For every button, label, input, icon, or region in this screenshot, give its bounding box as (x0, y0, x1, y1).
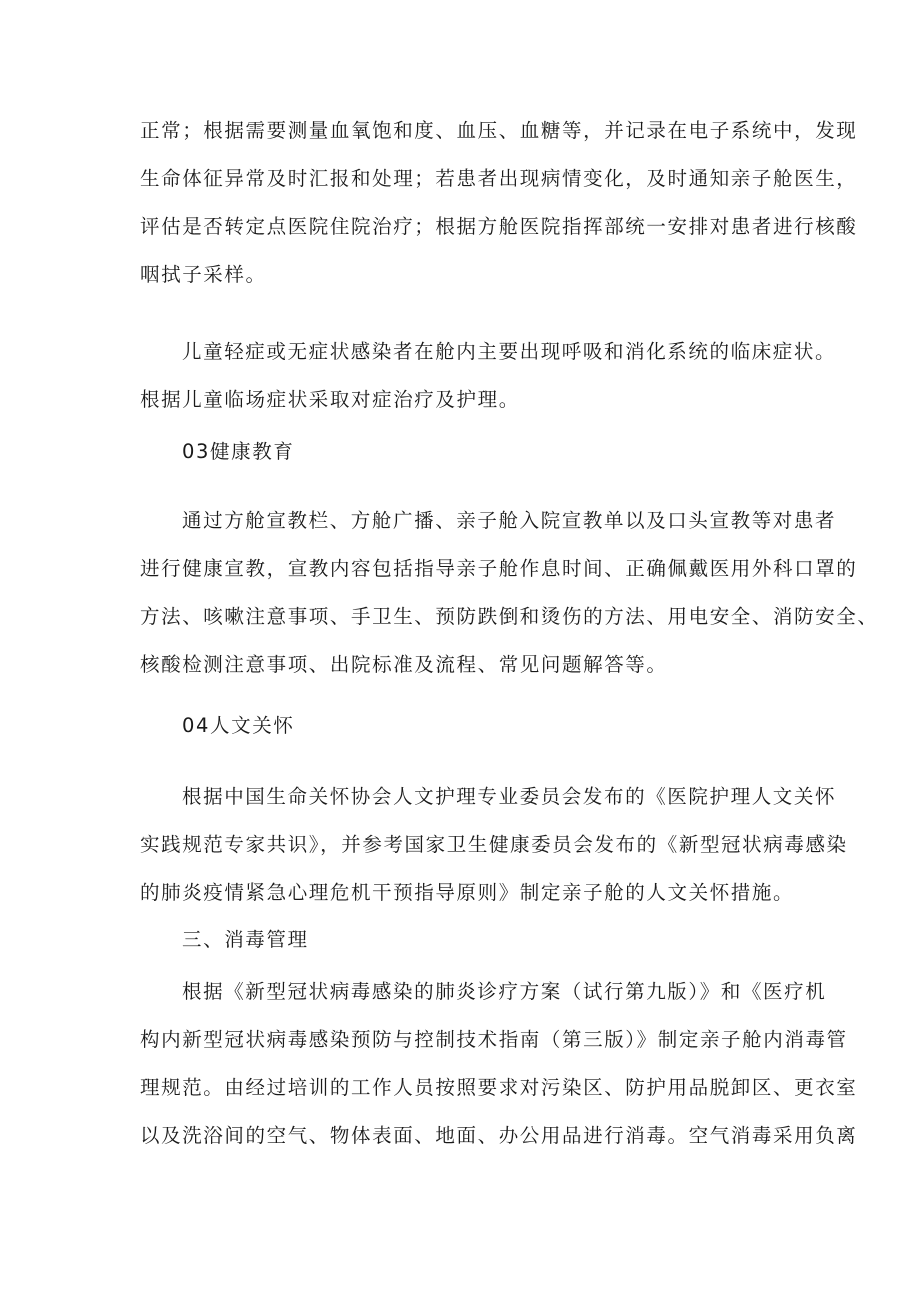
paragraph-line: 根据《新型冠状病毒感染的肺炎诊疗方案（试行第九版）》和《医疗机 (182, 980, 827, 1003)
paragraph-line: 根据中国生命关怀协会人文护理专业委员会发布的《医院护理人文关怀 (182, 785, 837, 808)
paragraph-line: 构内新型冠状病毒感染预防与控制技术指南（第三版）》制定亲子舱内消毒管 (140, 1028, 848, 1051)
paragraph-humanistic-care (140, 773, 848, 917)
paragraph-line: 方法、咳嗽注意事项、手卫生、预防跌倒和烫伤的方法、用电安全、消防安全、 (140, 605, 879, 628)
paragraph-line: 评估是否转定点医院住院治疗；根据方舱医院指挥部统一安排对患者进行核酸 (140, 215, 858, 238)
section-heading-disinfection: 三、消毒管理 (182, 928, 309, 951)
paragraph-line: 儿童轻症或无症状感染者在舱内主要出现呼吸和消化系统的临床症状。 (182, 340, 837, 363)
paragraph-line: 核酸检测注意事项、出院标准及流程、常见问题解答等。 (140, 653, 668, 676)
paragraph-line: 实践规范专家共识》，并参考国家卫生健康委员会发布的《新型冠状病毒感染 (140, 833, 848, 856)
paragraph-line: 根据儿童临场症状采取对症治疗及护理。 (140, 388, 520, 411)
paragraph-line: 正常；根据需要测量血氧饱和度、血压、血糖等，并记录在电子系统中，发现 (140, 119, 858, 142)
paragraph-line: 的肺炎疫情紧急心理危机干预指导原则》制定亲子舱的人文关怀措施。 (140, 881, 795, 904)
paragraph-line: 理规范。由经过培训的工作人员按照要求对污染区、防护用品脱卸区、更衣室 (140, 1076, 858, 1099)
paragraph-monitoring-continued (140, 107, 858, 299)
paragraph-line: 通过方舱宣教栏、方舱广播、亲子舱入院宣教单以及口头宣教等对患者 (182, 509, 837, 532)
paragraph-line: 生命体征异常及时汇报和处理；若患者出现病情变化，及时通知亲子舱医生， (140, 167, 858, 190)
paragraph-health-education (140, 497, 879, 689)
paragraph-line: 咽拭子采样。 (140, 263, 267, 286)
section-heading-humanistic-care: 04人文关怀 (182, 714, 295, 737)
section-heading-health-education: 03健康教育 (182, 440, 295, 463)
paragraph-disinfection (140, 968, 858, 1160)
paragraph-line: 以及洗浴间的空气、物体表面、地面、办公用品进行消毒。空气消毒采用负离 (140, 1124, 858, 1147)
paragraph-line: 进行健康宣教，宣教内容包括指导亲子舱作息时间、正确佩戴医用外科口罩的 (140, 557, 858, 580)
paragraph-children-symptoms (140, 328, 837, 424)
